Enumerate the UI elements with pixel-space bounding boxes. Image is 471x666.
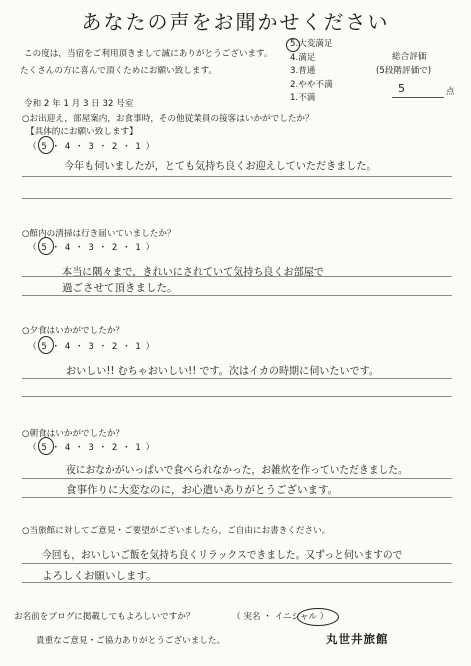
- overall-score-unit: 点: [446, 87, 455, 97]
- q1-scale[interactable]: （ 5 ・ 4 ・ 3 ・ 2 ・ 1 ）: [28, 142, 156, 152]
- q1-answer: 今年も伺いましたが，とても気持ち良くお迎えしていただきました。: [64, 160, 377, 172]
- q2-answer-line-2: 過ごさせて頂きました。: [62, 282, 178, 294]
- answer-line: [22, 276, 452, 277]
- q5-answer-line-2: よろしくお願いします。: [42, 570, 157, 582]
- overall-title: 総合評価: [392, 52, 427, 62]
- thanks-text: 貴重なご意見・ご協力ありがとうございました。: [36, 636, 226, 646]
- blog-question: お名前をブログに掲載してもよろしいですか？: [14, 612, 195, 622]
- rating-legend-item: 2.やや不満: [290, 79, 333, 90]
- answer-line: [22, 497, 452, 498]
- intro-line-1: この度は，当宿をご利用頂きまして誠にありがとうございます。: [24, 49, 273, 59]
- overall-score-field[interactable]: [392, 82, 444, 98]
- overall-subtitle: (5段階評価で): [376, 66, 432, 76]
- q2-answer-line-1: 本当に隅々まで，きれいにされていて気持ち良くお部屋で: [62, 266, 324, 278]
- q3-scale[interactable]: （ 5 ・ 4 ・ 3 ・ 2 ・ 1 ）: [28, 342, 156, 352]
- q2-scale[interactable]: （ 5 ・ 4 ・ 3 ・ 2 ・ 1 ）: [28, 243, 156, 253]
- date-room-line: 令和 2 年 1 月 3 日 32 号室: [24, 99, 134, 109]
- q4-selected-circle: [38, 437, 54, 455]
- answer-line: [22, 198, 452, 199]
- rating-legend-item: 5.大変満足: [290, 39, 333, 49]
- q2-text: ○館内の清掃は行き届いていましたか？: [22, 229, 176, 239]
- answer-line: [22, 478, 452, 479]
- answer-line: [22, 378, 452, 379]
- q1-selected-circle: [38, 136, 54, 154]
- q4-answer-line-1: 夜におなかがいっぱいで食べられなかった，お雑炊を作っていただきました。: [66, 464, 408, 476]
- q4-text: ○朝食はいかがでしたか？: [22, 429, 125, 439]
- q3-text: ○夕食はいかがでしたか？: [22, 326, 125, 336]
- q3-selected-circle: [38, 336, 54, 354]
- legend-5-circle: [286, 38, 300, 52]
- q1-subtext: 【具体的にお願い致します】: [26, 127, 138, 137]
- rating-legend-item: 1.不満: [290, 93, 316, 104]
- answer-line: [22, 396, 452, 397]
- answer-line: [22, 295, 452, 296]
- answer-line: [22, 582, 452, 583]
- intro-line-2: たくさんの方に喜んで頂くためにお願い致します。: [20, 66, 217, 76]
- name-option[interactable]: （ 実名 ・ イニシャル ）: [232, 612, 329, 622]
- answer-line: [22, 176, 452, 177]
- q1-text: ○お出迎え，部屋案内，お食事時，その他従業員の接客はいかがでしたか？: [22, 114, 314, 124]
- q5-answer-line-1: 今回も，おいしいご飯を気持ち良くリラックスできました。又ずっと伺いますので: [42, 549, 403, 561]
- initial-selected-circle: [297, 608, 339, 626]
- q4-scale[interactable]: （ 5 ・ 4 ・ 3 ・ 2 ・ 1 ）: [28, 443, 156, 453]
- rating-legend-item: 3.普通: [290, 66, 316, 77]
- overall-score-value: 5: [398, 82, 405, 95]
- q3-answer: おいしい!! むちゃおいしい!! です。次はイカの時期に伺いたいです。: [66, 365, 379, 377]
- hotel-name: 丸世井旅館: [326, 632, 389, 646]
- form-title: あなたの声をお聞かせください: [81, 10, 390, 34]
- rating-legend-item: 4.満足: [290, 52, 316, 63]
- q5-text: ○当旅館に対してご意見・ご要望がございましたら，ご自由にお書きください。: [22, 526, 331, 536]
- q4-answer-line-2: 食事作りに大変なのに，お心遣いありがとうございます。: [66, 484, 339, 496]
- q2-selected-circle: [38, 237, 54, 255]
- answer-line: [22, 563, 452, 564]
